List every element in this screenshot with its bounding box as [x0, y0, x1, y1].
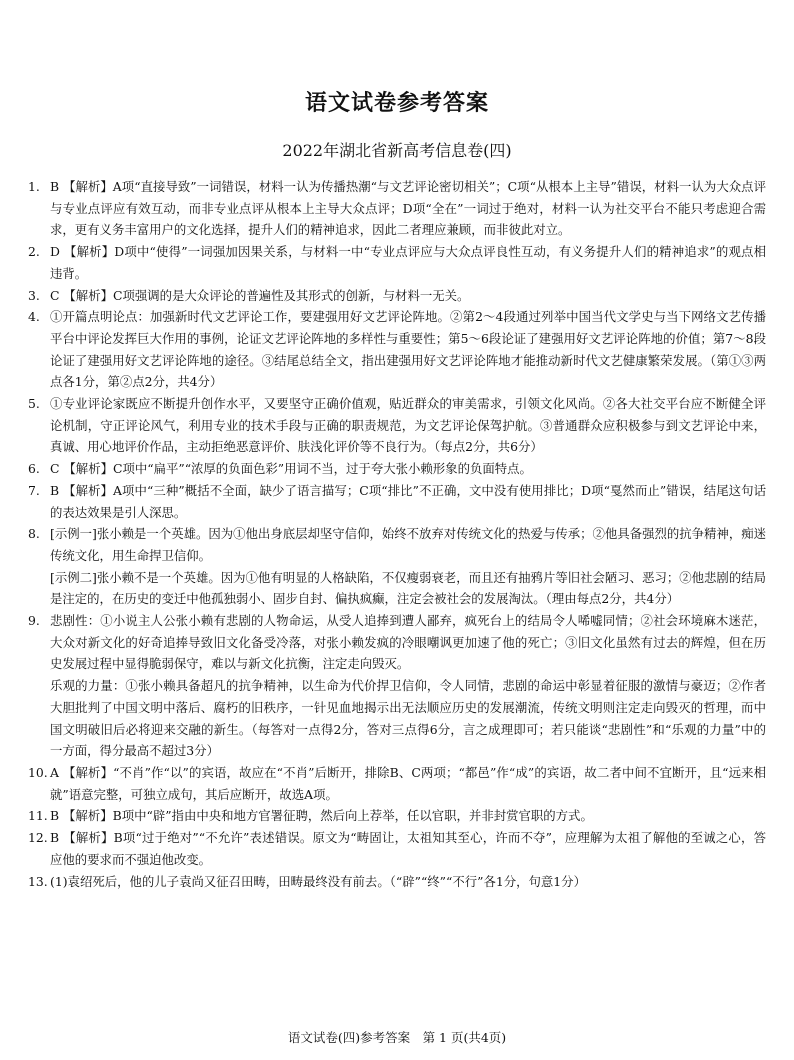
- answer-paragraph: A 【解析】“不肖”作“以”的宾语，故应在“不肖”后断开，排除B、C两项；“都邑”作“成”的宾语，故二者中间不宜断开，且“远来相就”语意完整，可独立成句，其后应断开，故选A项。: [50, 764, 766, 802]
- answer-paragraph: B 【解析】A项“直接导致”一词错误，材料一认为传播热潮“与文艺评论密切相关”；C项“从根本上主导”错误，材料一认为大众点评与专业点评应有效互动，而非专业点评从根本上主导大众点评；D项“全在”一词过于绝对，材料一认为社交平台不能只考虑迎合需求，更有义务丰富用户的文化选择，提升人们的精神追求，因此二者理应兼顾，而非彼此对立。: [50, 179, 766, 238]
- answer-body: [50, 827, 766, 870]
- answer-paragraph: B 【解析】B项“过于绝对”“不允许”表述错误。原文为“畴固让，太祖知其至心，许而不夺”，应理解为太祖了解他的至诚之心，答应他的要求而不强迫他改变。: [50, 830, 766, 867]
- answer-paragraph: [示例二]张小赖不是一个英雄。因为①他有明显的人格缺陷，不仅瘦弱衰老，而且还有抽鸦片等旧社会陋习、恶习；②他悲剧的结局是注定的，在历史的变迁中他孤独弱小、固步自封、偏执疯癫，注定会被社会的发展淘汰。（理由每点2分，共4分）: [50, 569, 766, 607]
- answer-item: [28, 762, 766, 805]
- answer-body: [50, 871, 766, 893]
- answer-number: 11.: [28, 808, 48, 824]
- answer-paragraph: ①开篇点明论点：加强新时代文艺评论工作，要建强用好文艺评论阵地。②第2～4段通过列举中国当代文学史与当下网络文艺传播平台中评论发挥巨大作用的事例，论证文艺评论阵地的多样性与重要性；第5～6段论证了建强用好文艺评论阵地的价值；第7～8段论证了建强用好文艺评论阵地的途径。③结尾总结全文，指出建强用好文艺评论阵地才能推动新时代文艺健康繁荣发展。（第①③两点各1分，第②点2分，共4分）: [50, 309, 766, 390]
- answer-paragraph: [示例一]张小赖是一个英雄。因为①他出身底层却坚守信仰，始终不放弃对传统文化的热爱与传承；②他具备强烈的抗争精神，痴迷传统文化，用生命捍卫信仰。: [50, 526, 766, 563]
- answer-body: [50, 805, 766, 827]
- answer-item: [28, 523, 766, 610]
- answer-item: [28, 871, 766, 893]
- answer-number: 10.: [28, 764, 48, 780]
- answer-body: [50, 306, 766, 393]
- page-subtitle: 2022年湖北省新高考信息卷(四): [282, 141, 512, 160]
- answer-body: [50, 610, 766, 762]
- answer-paragraph: D 【解析】D项中“使得”一词强加因果关系，与材料一中“专业点评应与大众点评良性互动，有义务提升人们的精神追求”的观点相违背。: [50, 244, 766, 281]
- answer-body: [50, 523, 766, 610]
- answer-item: [28, 610, 766, 762]
- answer-paragraph: B 【解析】A项中“三种”概括不全面，缺少了语言描写；C项“排比”不正确，文中没有使用排比；D项“戛然而止”错误，结尾这句话的表达效果是引人深思。: [50, 482, 766, 520]
- answer-item: [28, 393, 766, 458]
- answer-paragraph: 悲剧性：①小说主人公张小赖有悲剧的人物命运，从受人追捧到遭人鄙弃，疯死台上的结局令人唏嘘同情；②社会环境麻木迷茫，大众对新文化的好奇追捧导致旧文化备受冷落，对张小赖发疯的冷眼嘲讽更加速了他的死亡；③旧文化虽然有过去的辉煌，但在历史发展过程中显得脆弱保守，难以与新文化抗衡，注定走向毁灭。: [50, 613, 766, 672]
- answer-paragraph: (1)袁绍死后，他的儿子袁尚又征召田畴，田畴最终没有前去。（“辟”“终”“不行”各1分，句意1分）: [50, 873, 586, 889]
- answer-item: [28, 176, 766, 241]
- answer-number: 1.: [28, 179, 40, 194]
- answer-number: 3.: [28, 287, 40, 303]
- answer-item: [28, 458, 766, 480]
- answer-body: [50, 241, 766, 284]
- answer-body: [50, 393, 766, 458]
- answer-body: [50, 458, 766, 480]
- answer-number: 8.: [28, 526, 40, 542]
- answer-item: [28, 805, 766, 827]
- answer-number: 9.: [28, 613, 40, 629]
- answer-item: [28, 480, 766, 523]
- answer-paragraph: 乐观的力量：①张小赖具备超凡的抗争精神，以生命为代价捍卫信仰，令人同情，悲剧的命运中彰显着征服的激情与豪迈；②作者大胆批判了中国文明中落后、腐朽的旧秩序，一针见血地揭示出无法顺应历史的发展潮流，传统文明则注定走向毁灭的哲理，而中国文明破旧后必将迎来交融的新生。（每答对一点得2分，答对三点得6分，言之成理即可；若只能谈“悲剧性”和“乐观的力量”中的一方面，得分最高不超过3分）: [50, 678, 766, 759]
- answer-number: 4.: [28, 309, 40, 325]
- answer-number: 6.: [28, 461, 40, 477]
- page-footer: 语文试卷(四)参考答案 第 1 页(共4页): [287, 1030, 507, 1045]
- answer-body: [50, 480, 766, 523]
- answer-item: [28, 306, 766, 393]
- answer-item: [28, 285, 766, 307]
- answer-body: [50, 285, 766, 307]
- answer-paragraph: C 【解析】C项中“扁平”“浓厚的负面色彩”用词不当，过于夸大张小赖形象的负面特点。: [50, 461, 532, 477]
- answer-number: 12.: [28, 830, 48, 846]
- answer-number: 7.: [28, 482, 40, 498]
- answer-item: [28, 241, 766, 284]
- answer-paragraph: ①专业评论家既应不断提升创作水平，又要坚守正确价值观，贴近群众的审美需求，引领文化风尚。②各大社交平台应不断健全评论机制，守正评论风气，利用专业的技术手段与正确的职责规范，为文艺评论保驾护航。③普通群众应积极参与到文艺评论中来，真诚、用心地评价作品，主动拒绝恶意评价、肤浅化评价等不良行为。（每点2分，共6分）: [50, 396, 766, 455]
- answer-paragraph: B 【解析】B项中“辟”指由中央和地方官署征聘，然后向上荐举，任以官职，并非封赏官职的方式。: [50, 808, 593, 824]
- answer-body: [50, 176, 766, 241]
- answer-paragraph: C 【解析】C项强调的是大众评论的普遍性及其形式的创新，与材料一无关。: [50, 287, 470, 303]
- answer-body: [50, 762, 766, 805]
- answer-number: 5.: [28, 396, 40, 412]
- page-title: 语文试卷参考答案: [304, 91, 489, 116]
- answer-number: 13.: [28, 873, 48, 889]
- answer-list: [28, 176, 766, 892]
- answer-number: 2.: [28, 244, 40, 260]
- answer-item: [28, 827, 766, 870]
